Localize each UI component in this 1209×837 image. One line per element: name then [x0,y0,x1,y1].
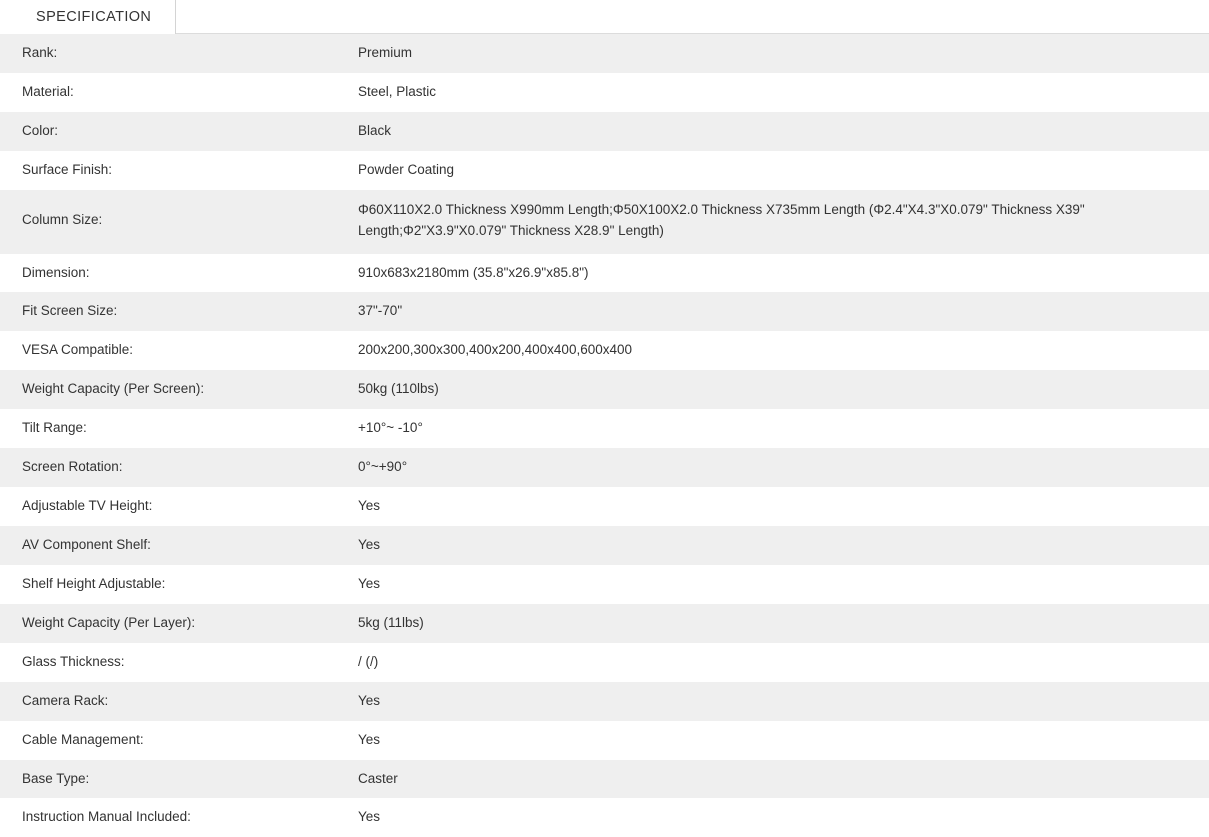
spec-label: Material: [0,73,358,112]
spec-label: Fit Screen Size: [0,292,358,331]
table-row [0,643,1209,682]
spec-label: AV Component Shelf: [0,526,358,565]
spec-label: Tilt Range: [0,409,358,448]
table-row [0,254,1209,293]
spec-value: +10°~ -10° [358,409,1209,448]
specification-table [0,34,1209,837]
spec-value: Premium [358,34,1209,73]
table-row [0,370,1209,409]
table-row [0,34,1209,73]
table-row [0,760,1209,799]
table-row [0,526,1209,565]
spec-value: Yes [358,526,1209,565]
spec-value: 910x683x2180mm (35.8"x26.9"x85.8") [358,254,1209,293]
table-row [0,331,1209,370]
spec-value: Yes [358,682,1209,721]
spec-value: Yes [358,798,1209,837]
spec-label: Instruction Manual Included: [0,798,358,837]
spec-label: Glass Thickness: [0,643,358,682]
spec-value: Yes [358,487,1209,526]
tab-bar-filler [176,0,1209,33]
spec-label: Base Type: [0,760,358,799]
table-row [0,448,1209,487]
spec-label: Column Size: [0,190,358,254]
table-row [0,721,1209,760]
table-row [0,565,1209,604]
spec-value: 37"-70" [358,292,1209,331]
spec-label: Screen Rotation: [0,448,358,487]
tab-bar [0,0,1209,34]
spec-label: Surface Finish: [0,151,358,190]
spec-label: Camera Rack: [0,682,358,721]
spec-label: Weight Capacity (Per Screen): [0,370,358,409]
spec-value: 50kg (110lbs) [358,370,1209,409]
spec-label: Adjustable TV Height: [0,487,358,526]
spec-value: 200x200,300x300,400x200,400x400,600x400 [358,331,1209,370]
spec-label: Rank: [0,34,358,73]
table-row [0,292,1209,331]
spec-value: 0°~+90° [358,448,1209,487]
spec-value: 5kg (11lbs) [358,604,1209,643]
spec-label: Dimension: [0,254,358,293]
spec-value: / (/) [358,643,1209,682]
spec-value: Powder Coating [358,151,1209,190]
spec-label: Weight Capacity (Per Layer): [0,604,358,643]
table-row [0,487,1209,526]
spec-value: Yes [358,721,1209,760]
table-row [0,682,1209,721]
table-row [0,112,1209,151]
spec-value: Caster [358,760,1209,799]
spec-label: Shelf Height Adjustable: [0,565,358,604]
spec-value: Φ60X110X2.0 Thickness X990mm Length;Φ50X100X2.0 Thickness X735mm Length (Φ2.4"X4.3"X0.079" Thickness X39" Length;Φ2"X3.9"X0.079" Thickness X28.9" Length) [358,190,1209,254]
table-row [0,190,1209,254]
spec-value: Steel, Plastic [358,73,1209,112]
spec-label: VESA Compatible: [0,331,358,370]
spec-label: Color: [0,112,358,151]
table-row [0,151,1209,190]
spec-value: Black [358,112,1209,151]
spec-label: Cable Management: [0,721,358,760]
tab-specification[interactable] [0,0,176,34]
spec-value: Yes [358,565,1209,604]
table-row [0,604,1209,643]
tab-specification-label: SPECIFICATION [36,9,152,25]
table-row [0,409,1209,448]
table-row [0,798,1209,837]
table-row [0,73,1209,112]
